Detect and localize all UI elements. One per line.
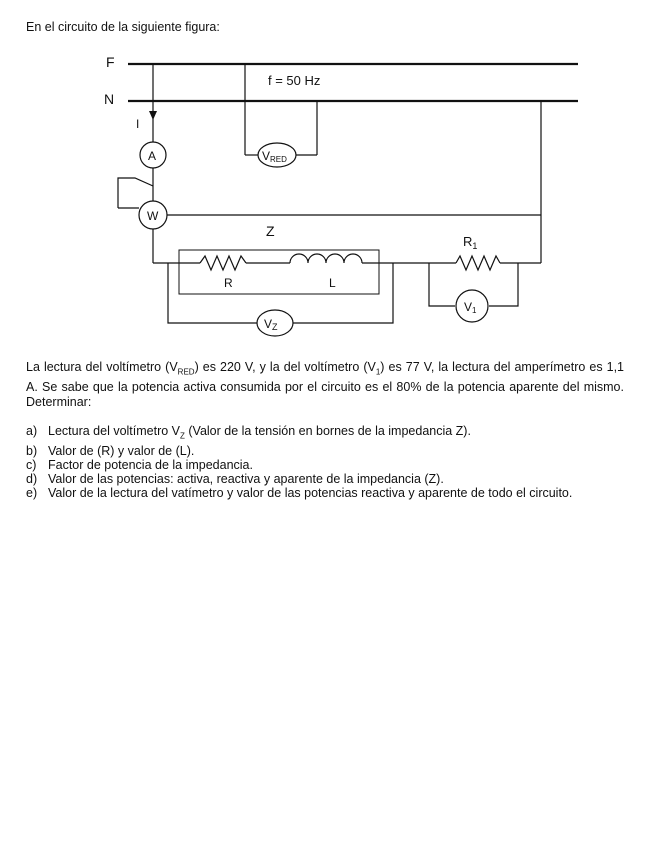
label-vred: VRED: [262, 149, 287, 164]
list-item: b) Valor de (R) y valor de (L).: [26, 443, 195, 458]
label-f: F: [106, 54, 115, 70]
label-resistor-r: R: [224, 276, 233, 290]
label-ammeter: A: [148, 149, 157, 163]
list-item: e) Valor de la lectura del vatímetro y valor de las potencias reactiva y aparente de todo el circuito.: [26, 485, 573, 500]
label-resistor-r1: $R_1$: [463, 234, 478, 251]
label-vz: VZ: [264, 317, 278, 332]
resistor-r: [200, 256, 246, 270]
label-impedance: Z: [266, 223, 275, 239]
label-v1: V1: [464, 300, 477, 315]
label-wattmeter: W: [147, 209, 159, 223]
label-inductor-l: L: [329, 276, 336, 290]
inductor-l: [290, 254, 362, 263]
resistor-r1: [456, 256, 500, 270]
current-arrow-icon: [149, 111, 157, 120]
problem-statement: La lectura del voltímetro $(V_{RED})$ es 220 V, y la del voltímetro $(V_1)$ es 77 V, la lectura del amperímetro es 1,1 A. Se sabe que la potencia activa consumida por el circuito es el 80% de la potencia aparente del mismo. Determinar:: [26, 360, 624, 409]
question-list: [26, 424, 606, 500]
label-current: I: [136, 117, 140, 131]
intro-text: En el circuito de la siguiente figura:: [26, 20, 220, 34]
label-n: N: [104, 91, 115, 107]
list-item: d) Valor de las potencias: activa, reactiva y aparente de la impedancia (Z).: [26, 471, 444, 486]
impedance-box: [179, 250, 379, 294]
list-item: c) Factor de potencia de la impedancia.: [26, 457, 253, 472]
label-frequency: f = 50 Hz: [268, 73, 321, 88]
circuit-diagram: [0, 40, 655, 350]
list-item: a) Lectura del voltímetro $V_Z$ (Valor de la tensión en bornes de la impedancia Z).: [26, 424, 471, 441]
